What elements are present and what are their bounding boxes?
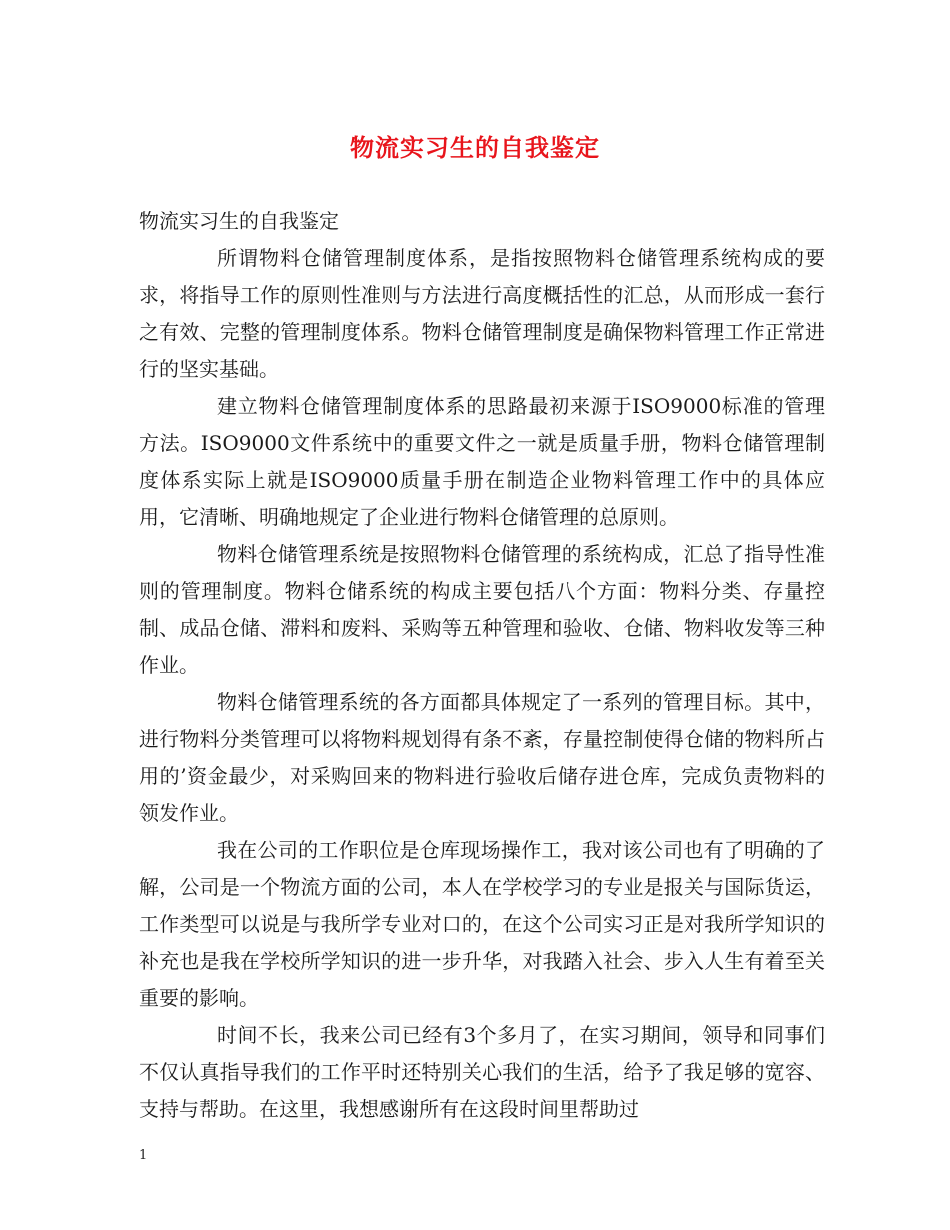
paragraph: 我在公司的工作职位是仓库现场操作工，我对该公司也有了明确的了解，公司是一个物流方面的公司，本人在学校学习的专业是报关与国际货运，工作类型可以说是与我所学专业对口的，在这个公司实习正是对我所学知识的补充也是我在学校所学知识的进一步升华，对我踏入社会、步入人生有着至关重要的影响。 — [139, 838, 825, 1010]
document-body — [139, 203, 825, 1128]
paragraph: 物料仓储管理系统的各方面都具体规定了一系列的管理目标。其中，进行物料分类管理可以将物料规划得有条不紊，存量控制使得仓储的物料所占用的’资金最少，对采购回来的物料进行验收后储存进仓库，完成负责物料的领发作业。 — [139, 690, 825, 825]
paragraph: 物料仓储管理系统是按照物料仓储管理的系统构成，汇总了指导性准则的管理制度。物料仓储系统的构成主要包括八个方面：物料分类、存量控制、成品仓储、滞料和废料、采购等五种管理和验收、仓储、物料收发等三种作业。 — [139, 542, 825, 677]
paragraph: 所谓物料仓储管理制度体系，是指按照物料仓储管理系统构成的要求，将指导工作的原则性准则与方法进行高度概括性的汇总，从而形成一套行之有效、完整的管理制度体系。物料仓储管理制度是确保物料管理工作正常进行的坚实基础。 — [139, 246, 825, 381]
paragraph: 建立物料仓储管理制度体系的思路最初来源于ISO9000标准的管理方法。ISO9000文件系统中的重要文件之一就是质量手册，物料仓储管理制度体系实际上就是ISO9000质量手册在制造企业物料管理工作中的具体应用，它清晰、明确地规定了企业进行物料仓储管理的总原则。 — [139, 394, 825, 529]
document-title: 物流实习生的自我鉴定 — [350, 133, 600, 162]
paragraph: 时间不长，我来公司已经有3个多月了，在实习期间，领导和同事们不仅认真指导我们的工作平时还特别关心我们的生活，给予了我足够的宽容、支持与帮助。在这里，我想感谢所有在这段时间里帮助过 — [139, 1023, 825, 1121]
page-number: 1 — [139, 1148, 148, 1163]
document-subtitle: 物流实习生的自我鉴定 — [139, 209, 339, 233]
